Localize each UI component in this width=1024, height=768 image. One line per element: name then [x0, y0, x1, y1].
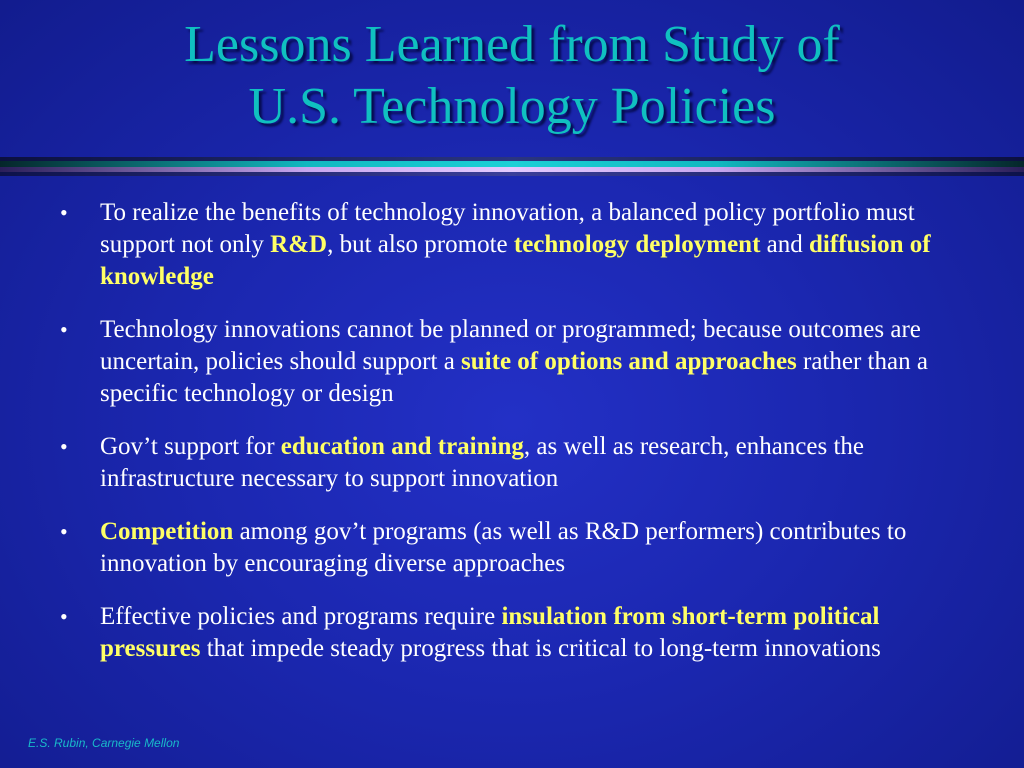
- bullet-text: , but also promote: [327, 231, 514, 258]
- bullet-text: among gov’t programs (as well as R&D performers) contributes to innovation by encouraging diverse approaches: [100, 518, 907, 577]
- bullet-highlight: diffusion of knowledge: [100, 231, 931, 290]
- divider-shade-band: [0, 172, 1024, 176]
- bullet-text: , as well as research, enhances the infrastructure necessary to support innovation: [100, 433, 865, 492]
- bullet-text: that impede steady progress that is critical to long-term innovations: [200, 635, 881, 662]
- bullet-item-2: [60, 314, 970, 410]
- bullet-item-4: [60, 516, 970, 580]
- bullet-text: To realize the benefits of technology innovation, a balanced policy portfolio must support not only: [100, 199, 915, 258]
- title-line-1: Lessons Learned from Study of: [184, 16, 840, 73]
- bullet-highlight: technology deployment: [513, 231, 761, 258]
- footer-credit: E.S. Rubin, Carnegie Mellon: [28, 736, 180, 750]
- bullet-highlight: education and training: [280, 433, 524, 460]
- bullet-item-5: [60, 601, 970, 665]
- bullet-text: Technology innovations cannot be planned or programmed; because outcomes are uncertain, policies should support a: [100, 316, 921, 375]
- bullet-highlight: insulation from short-term political pressures: [100, 603, 880, 662]
- bullet-item-1: [60, 197, 970, 293]
- bullet-icon: •: [60, 434, 68, 459]
- bullet-item-3: [60, 431, 970, 495]
- bullet-list: [60, 197, 970, 686]
- bullet-text: Gov’t support for: [100, 433, 281, 460]
- bullet-icon: •: [60, 317, 68, 342]
- bullet-highlight: Competition: [100, 518, 234, 545]
- title-line-2: U.S. Technology Policies: [248, 78, 776, 135]
- bullet-highlight: suite of options and approaches: [461, 348, 797, 375]
- bullet-text: rather than a specific technology or design: [100, 348, 928, 407]
- bullet-icon: •: [60, 604, 68, 629]
- bullet-text: Effective policies and programs require: [100, 603, 502, 630]
- bullet-icon: •: [60, 519, 68, 544]
- bullet-highlight: R&D: [270, 231, 328, 258]
- bullet-icon: •: [60, 200, 68, 225]
- bullet-text: and: [760, 231, 810, 258]
- slide-title: [0, 14, 1024, 138]
- title-divider: [0, 157, 1024, 179]
